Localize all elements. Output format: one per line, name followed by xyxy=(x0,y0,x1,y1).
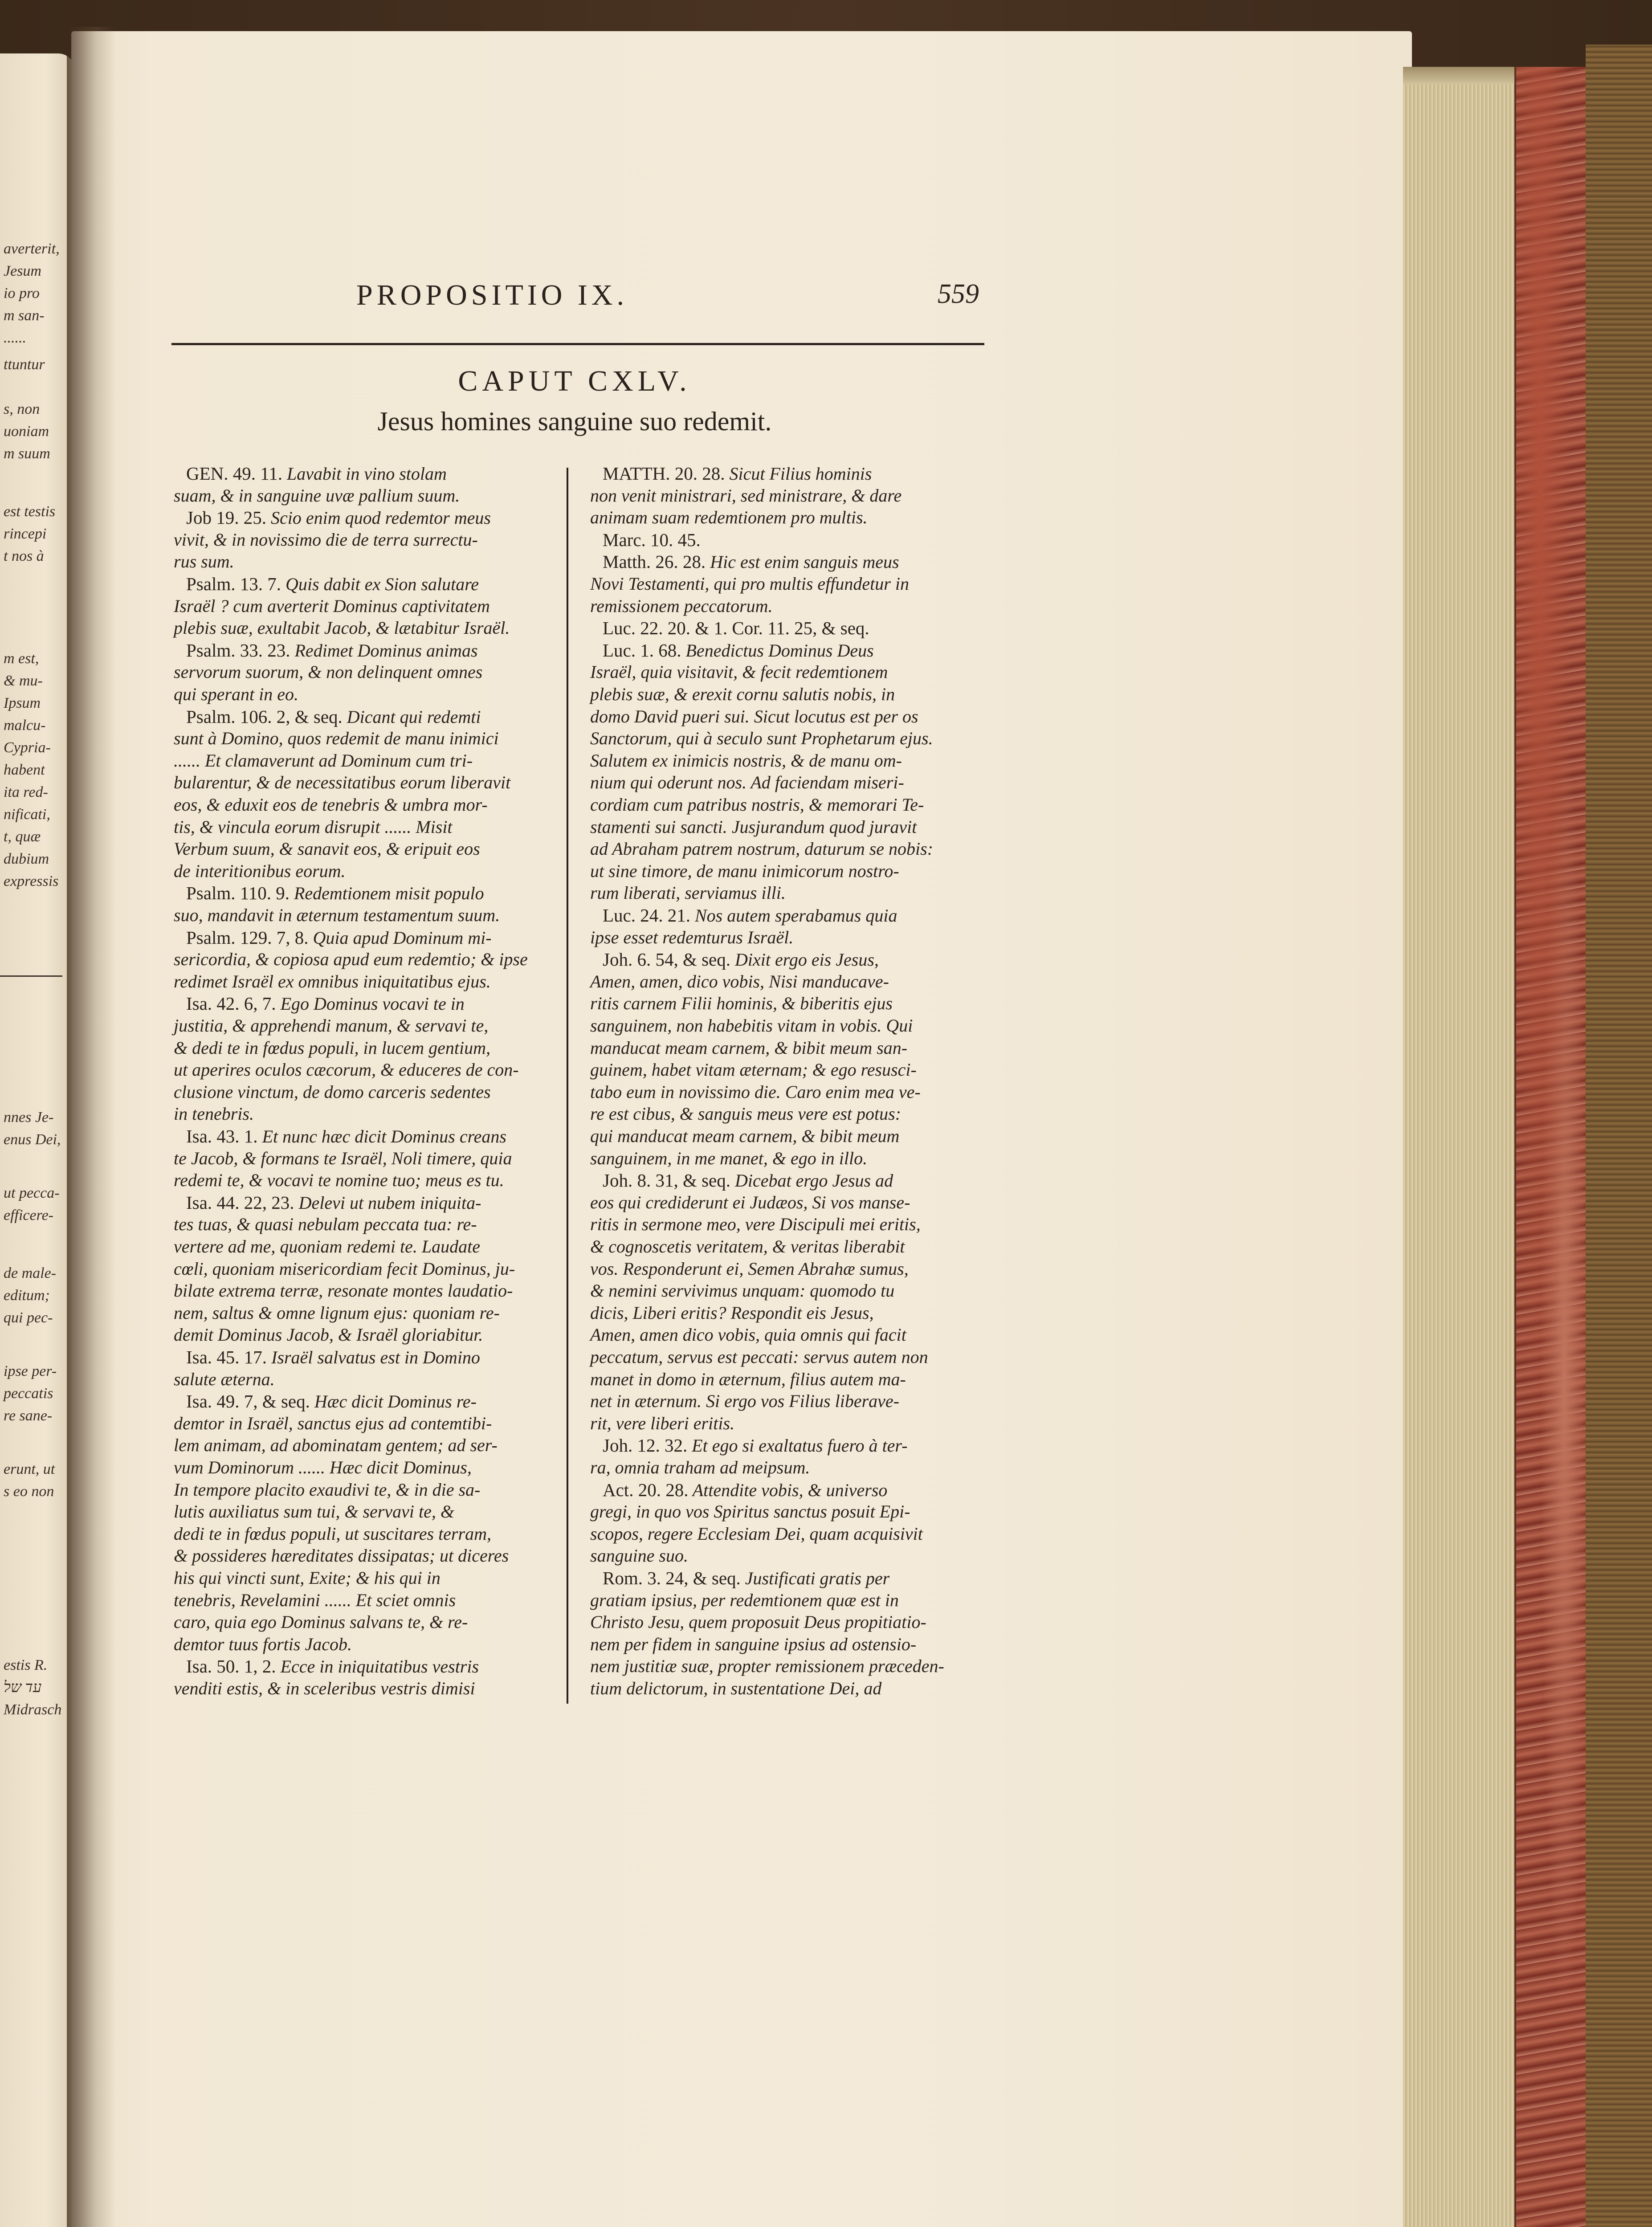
scripture-reference: Isa. 42. 6, 7. xyxy=(186,993,276,1014)
quotation-text: Redimet Dominus animas xyxy=(290,640,478,661)
scripture-reference: Isa. 49. 7, & seq. xyxy=(186,1391,310,1412)
quotation-text: animam suam redemtionem pro multis. xyxy=(590,507,868,528)
quotation-text: sanguine suo. xyxy=(590,1546,688,1566)
quotation-text: ut aperires oculos cæcorum, & educeres de con- xyxy=(174,1060,519,1080)
text-line xyxy=(590,1259,909,1279)
text-line xyxy=(590,662,888,682)
previous-page-text: uoniam xyxy=(4,423,49,440)
previous-page-text: nificati, xyxy=(4,806,50,823)
marbled-board xyxy=(1514,67,1596,2227)
quotation-text: eos qui crediderunt ei Judæos, Si vos manse- xyxy=(590,1192,910,1212)
quotation-text: rus sum. xyxy=(174,551,234,572)
quotation-text: bilate extrema terræ, resonate montes laudatio- xyxy=(174,1281,513,1301)
page-fore-edge xyxy=(1403,67,1523,2227)
previous-page-text: Ipsum xyxy=(4,695,41,711)
quotation-text: Christo Jesu, quem proposuit Deus propitiatio- xyxy=(590,1612,926,1632)
text-line xyxy=(590,1590,899,1611)
text-line xyxy=(590,1016,913,1036)
page-fore-edge-top xyxy=(1403,67,1523,85)
text-line xyxy=(603,1170,893,1191)
text-line xyxy=(174,596,490,616)
text-line xyxy=(174,1236,480,1257)
column-rule xyxy=(567,468,568,1704)
quotation-text: redemi te, & vocavi te nomine tuo; meus es tu. xyxy=(174,1170,504,1191)
quotation-text: net in æternum. Si ergo vos Filius liberave- xyxy=(590,1391,899,1411)
previous-page-text: qui pec- xyxy=(4,1309,53,1326)
scripture-reference: GEN. 49. 11. xyxy=(186,463,282,484)
text-line xyxy=(590,574,909,594)
previous-page-text: efficere- xyxy=(4,1207,53,1224)
text-line xyxy=(174,1568,441,1588)
text-line xyxy=(603,530,701,551)
previous-page-text: nnes Je- xyxy=(4,1109,54,1126)
scripture-reference: Marc. 10. 45. xyxy=(603,529,701,550)
previous-page-text: ut pecca- xyxy=(4,1185,60,1201)
scripture-reference: Isa. 44. 22, 23. xyxy=(186,1192,294,1213)
quotation-text: domo David pueri sui. Sicut locutus est per os xyxy=(590,706,918,726)
text-line xyxy=(174,1457,472,1478)
text-line xyxy=(174,839,480,859)
scripture-reference: Isa. 45. 17. xyxy=(186,1347,267,1367)
text-line xyxy=(174,1148,512,1169)
quotation-text: Dixit ergo eis Jesus, xyxy=(730,950,879,970)
text-line xyxy=(590,1082,921,1102)
text-line xyxy=(590,1126,899,1146)
quotation-text: bularentur, & de necessitatibus eorum liberavit xyxy=(174,772,511,793)
previous-page-text: ttuntur xyxy=(4,356,45,373)
previous-page-text: rincepi xyxy=(4,526,47,542)
quotation-text: redimet Israël ex omnibus iniquitatibus ejus. xyxy=(174,971,491,991)
previous-page-text: averterit, xyxy=(4,241,60,257)
header-rule xyxy=(171,343,984,345)
text-line xyxy=(174,817,453,837)
quotation-text: Benedictus Dominus Deus xyxy=(681,640,874,661)
quotation-text: guinem, habet vitam æternam; & ego resusci- xyxy=(590,1060,917,1080)
text-line xyxy=(186,1656,479,1677)
text-line xyxy=(186,1347,480,1368)
text-line xyxy=(186,640,478,661)
quotation-text: caro, quia ego Dominus salvans te, & re- xyxy=(174,1612,468,1632)
scripture-reference: Luc. 22. 20. & 1. Cor. 11. 25, & seq. xyxy=(603,618,869,639)
quotation-text: tes tuas, & quasi nebulam peccata tua: re- xyxy=(174,1214,477,1235)
quotation-text: his qui vincti sunt, Exite; & his qui in xyxy=(174,1568,441,1588)
text-line xyxy=(603,905,897,926)
text-line xyxy=(174,618,510,638)
text-line xyxy=(603,1568,889,1589)
text-line xyxy=(603,1480,887,1501)
text-line xyxy=(590,1214,921,1235)
scripture-reference: Psalm. 33. 23. xyxy=(186,640,290,661)
quotation-text: plebis suæ, & erexit cornu salutis nobis, in xyxy=(590,684,895,704)
quotation-text: ut sine timore, de manu inimicorum nostro- xyxy=(590,861,899,881)
text-line xyxy=(590,1236,905,1257)
previous-page-text: עד של xyxy=(4,1679,42,1696)
text-line xyxy=(590,706,918,727)
text-line xyxy=(603,949,879,970)
quotation-text: vos. Responderunt ei, Semen Abrahæ sumus, xyxy=(590,1258,909,1279)
text-line xyxy=(174,530,478,550)
quotation-text: clusione vinctum, de domo carceris sedentes xyxy=(174,1081,491,1102)
text-line xyxy=(590,883,786,903)
quotation-text: qui manducat meam carnem, & bibit meum xyxy=(590,1126,900,1146)
quotation-text: lutis auxiliatus sum tui, & servavi te, & xyxy=(174,1501,454,1522)
quotation-text: remissionem peccatorum. xyxy=(590,595,773,616)
scripture-reference: Job 19. 25. xyxy=(186,507,266,528)
gutter-shadow xyxy=(67,27,116,2227)
text-line xyxy=(174,1325,483,1345)
scripture-reference: Matth. 26. 28. xyxy=(603,551,706,572)
quotation-text: nem, saltus & omne lignum ejus: quoniam re- xyxy=(174,1302,500,1323)
previous-page-rule xyxy=(0,975,62,977)
text-line xyxy=(174,1170,504,1191)
quotation-text: sericordia, & copiosa apud eum redemtio; & ipse xyxy=(174,949,528,970)
quotation-text: dedi te in fœdus populi, ut suscitares terram, xyxy=(174,1523,491,1544)
text-line xyxy=(174,1016,488,1036)
text-line xyxy=(590,1656,944,1676)
quotation-text: servorum suorum, & non delinquent omnes xyxy=(174,662,483,682)
text-line xyxy=(603,640,874,661)
text-line xyxy=(186,507,491,528)
text-line xyxy=(174,662,482,682)
previous-page-text: ita red- xyxy=(4,784,48,800)
quotation-text: stamenti sui sancti. Jusjurandum quod juravit xyxy=(590,816,917,837)
quotation-text: Dicebat ergo Jesus ad xyxy=(730,1171,893,1191)
previous-page-text: estis R. xyxy=(4,1657,48,1673)
quotation-text: & nemini servivimus unquam: quomodo tu xyxy=(590,1281,895,1301)
scripture-reference: Psalm. 129. 7, 8. xyxy=(186,927,309,948)
text-line xyxy=(590,1391,899,1411)
quotation-text: Ecce in iniquitatibus vestris xyxy=(276,1656,479,1677)
previous-page-text: t nos à xyxy=(4,548,44,564)
scripture-reference: Act. 20. 28. xyxy=(603,1479,689,1500)
quotation-text: qui sperant in eo. xyxy=(174,684,298,704)
text-line xyxy=(590,795,924,815)
quotation-text: rit, vere liberi eritis. xyxy=(590,1413,735,1433)
quotation-text: vum Dominorum ...... Hæc dicit Dominus, xyxy=(174,1457,472,1477)
scripture-reference: Psalm. 110. 9. xyxy=(186,883,290,904)
quotation-text: Scio enim quod redemtor meus xyxy=(266,508,491,528)
quotation-text: ritis in sermone meo, vere Discipuli mei eritis, xyxy=(590,1214,921,1235)
text-line xyxy=(174,1612,468,1632)
previous-page-text: ...... xyxy=(4,330,26,346)
quotation-text: Amen, amen, dico vobis, Nisi manducave- xyxy=(590,971,889,991)
quotation-text: gregi, in quo vos Spiritus sanctus posuit Epi- xyxy=(590,1501,910,1522)
quotation-text: Dicant qui redemti xyxy=(342,706,481,727)
scripture-reference: Joh. 12. 32. xyxy=(603,1435,688,1456)
text-line xyxy=(590,1612,926,1632)
quotation-text: & dedi te in fœdus populi, in lucem gentium, xyxy=(174,1037,491,1058)
scripture-reference: Rom. 3. 24, & seq. xyxy=(603,1568,741,1588)
text-line xyxy=(174,728,499,749)
quotation-text: eos, & eduxit eos de tenebris & umbra mor- xyxy=(174,795,488,815)
text-line xyxy=(174,551,234,572)
previous-page-text: ipse per- xyxy=(4,1363,57,1379)
text-line xyxy=(174,949,528,970)
quotation-text: Redemtionem misit populo xyxy=(289,883,484,904)
quotation-text: plebis suæ, exultabit Jacob, & lætabitur Israël. xyxy=(174,618,510,638)
quotation-text: & possideres hæreditates dissipatas; ut diceres xyxy=(174,1546,509,1566)
scripture-reference: Isa. 50. 1, 2. xyxy=(186,1656,276,1677)
text-line xyxy=(174,1281,513,1301)
quotation-text: Salutem ex inimicis nostris, & de manu om- xyxy=(590,750,902,771)
previous-page xyxy=(0,53,76,2227)
quotation-text: cœli, quoniam misericordiam fecit Dominus, ju- xyxy=(174,1258,515,1279)
page-number: 559 xyxy=(938,279,979,309)
quotation-text: tium delictorum, in sustentatione Dei, ad xyxy=(590,1678,882,1698)
quotation-text: ad Abraham patrem nostrum, daturum se nobis: xyxy=(590,839,934,859)
quotation-text: sanguinem, in me manet, & ego in illo. xyxy=(590,1148,868,1168)
quotation-text: Justificati gratis per xyxy=(740,1568,890,1588)
previous-page-text: m san- xyxy=(4,307,45,324)
text-line xyxy=(590,1369,906,1390)
chapter-subtitle: Jesus homines sanguine suo redemit. xyxy=(377,407,772,436)
text-line xyxy=(590,1546,688,1566)
text-line xyxy=(174,1480,480,1500)
quotation-text: nem per fidem in sanguine ipsius ad ostensio- xyxy=(590,1634,917,1654)
scripture-reference: Psalm. 106. 2, & seq. xyxy=(186,706,343,727)
text-line xyxy=(174,1214,477,1235)
quotation-text: Israël ? cum averterit Dominus captivitatem xyxy=(174,595,490,616)
quotation-text: sanguinem, non habebitis vitam in vobis. Qui xyxy=(590,1016,913,1036)
previous-page-text: s eo non xyxy=(4,1483,54,1500)
text-line xyxy=(590,507,868,528)
quotation-text: sunt à Domino, quos redemit de manu inimici xyxy=(174,728,499,749)
quotation-text: Ego Dominus vocavi te in xyxy=(276,994,465,1014)
quotation-text: gratiam ipsius, per redemtionem quæ est in xyxy=(590,1590,899,1610)
text-line xyxy=(590,839,933,859)
text-line xyxy=(186,883,484,904)
previous-page-text: erunt, ut xyxy=(4,1461,55,1477)
previous-page-text: t, quæ xyxy=(4,828,41,845)
text-line xyxy=(590,971,889,992)
quotation-text: rum liberati, serviamus illi. xyxy=(590,883,786,903)
text-line xyxy=(174,1634,352,1655)
text-line xyxy=(590,1281,894,1301)
quotation-text: manducat meam carnem, & bibit meum san- xyxy=(590,1037,908,1058)
text-line xyxy=(186,706,481,727)
text-line xyxy=(590,684,895,705)
quotation-text: Sanctorum, qui à seculo sunt Prophetarum ejus. xyxy=(590,728,933,749)
text-line xyxy=(186,574,479,595)
quotation-text: Amen, amen dico vobis, quia omnis qui facit xyxy=(590,1325,906,1345)
quotation-text: vertere ad me, quoniam redemi te. Laudate xyxy=(174,1236,480,1256)
text-line xyxy=(590,1192,910,1213)
text-line xyxy=(603,1435,908,1456)
previous-page-text: de male- xyxy=(4,1265,57,1281)
quotation-text: Hic est enim sanguis meus xyxy=(706,552,899,572)
text-line xyxy=(186,463,447,484)
text-line xyxy=(174,971,491,992)
quotation-text: cordiam cum patribus nostris, & memorari Te- xyxy=(590,795,924,815)
quotation-text: venditi estis, & in sceleribus vestris dimisi xyxy=(174,1678,475,1698)
quotation-text: Et nunc hæc dicit Dominus creans xyxy=(257,1126,506,1146)
quotation-text: peccatum, servus est peccati: servus autem non xyxy=(590,1347,928,1367)
quotation-text: Israël salvatus est in Domino xyxy=(267,1347,480,1367)
text-line xyxy=(590,1413,734,1434)
text-line xyxy=(590,1347,928,1367)
text-line xyxy=(603,551,899,572)
quotation-text: demtor tuus fortis Jacob. xyxy=(174,1634,352,1654)
text-line xyxy=(174,485,460,506)
quotation-text: scopos, regere Ecclesiam Dei, quam acquisivit xyxy=(590,1523,923,1544)
previous-page-text: dubium xyxy=(4,851,49,867)
quotation-text: tenebris, Revelamini ...... Et sciet omnis xyxy=(174,1590,456,1610)
text-line xyxy=(590,1457,810,1478)
chapter-title: CAPUT CXLV. xyxy=(458,365,691,397)
quotation-text: de interitionibus eorum. xyxy=(174,861,346,881)
text-line xyxy=(174,1590,456,1611)
gilt-spine-edge xyxy=(1586,45,1652,2227)
text-line xyxy=(186,1192,481,1213)
quotation-text: ritis carnem Filii hominis, & biberitis ejus xyxy=(590,993,893,1014)
text-line xyxy=(603,618,869,639)
text-line xyxy=(174,1413,492,1434)
quotation-text: Sicut Filius hominis xyxy=(725,464,872,484)
text-line xyxy=(174,1060,519,1080)
text-line xyxy=(590,861,899,881)
quotation-text: demtor in Israël, sanctus ejus ad contemtibi- xyxy=(174,1413,492,1433)
quotation-text: In tempore placito exaudivi te, & in die sa- xyxy=(174,1479,481,1500)
scripture-reference: Isa. 43. 1. xyxy=(186,1126,258,1146)
quotation-text: Israël, quia visitavit, & fecit redemtionem xyxy=(590,662,888,682)
text-line xyxy=(590,1524,923,1544)
text-line xyxy=(174,684,298,705)
scripture-reference: Luc. 1. 68. xyxy=(603,640,681,661)
quotation-text: suam, & in sanguine uvæ pallium suum. xyxy=(174,485,460,506)
quotation-text: Quis dabit ex Sion salutare xyxy=(281,574,479,594)
previous-page-text: habent xyxy=(4,762,45,778)
quotation-text: tis, & vincula eorum disrupit ...... Misit xyxy=(174,816,453,837)
quotation-text: ipse esset redemturus Israël. xyxy=(590,927,794,947)
quotation-text: ...... Et clamaverunt ad Dominum cum tri- xyxy=(174,750,473,771)
quotation-text: & cognoscetis veritatem, & veritas liberabit xyxy=(590,1236,905,1256)
text-line xyxy=(590,927,793,948)
text-line xyxy=(174,1435,498,1456)
previous-page-text: Midrasch xyxy=(4,1701,62,1718)
text-line xyxy=(590,1038,907,1058)
quotation-text: Hæc dicit Dominus re- xyxy=(310,1391,477,1412)
text-line xyxy=(590,1501,910,1522)
text-line xyxy=(174,1303,500,1323)
text-line xyxy=(590,817,917,837)
quotation-text: lem animam, ad abominatam gentem; ad ser- xyxy=(174,1435,498,1456)
text-line xyxy=(174,750,473,771)
text-line xyxy=(590,596,773,616)
quotation-text: Quia apud Dominum mi- xyxy=(308,927,492,948)
quotation-text: suo, mandavit in æternum testamentum suum. xyxy=(174,905,500,925)
scripture-reference: Luc. 24. 21. xyxy=(603,905,690,926)
scripture-reference: Joh. 8. 31, & seq. xyxy=(603,1170,730,1191)
text-line xyxy=(174,1104,254,1124)
previous-page-text: peccatis xyxy=(4,1385,53,1402)
text-line xyxy=(590,485,901,506)
quotation-text: Verbum suum, & sanavit eos, & eripuit eos xyxy=(174,839,480,859)
text-line xyxy=(590,1303,874,1323)
text-line xyxy=(603,463,872,484)
previous-page-text: m suum xyxy=(4,445,50,462)
text-line xyxy=(590,1060,917,1080)
quotation-text: Novi Testamenti, qui pro multis effundetur in xyxy=(590,574,909,594)
quotation-text: justitia, & apprehendi manum, & servavi te, xyxy=(174,1016,489,1036)
quotation-text: dicis, Liberi eritis? Respondit eis Jesus, xyxy=(590,1302,874,1323)
quotation-text: tabo eum in novissimo die. Caro enim mea ve- xyxy=(590,1081,921,1102)
scripture-reference: Joh. 6. 54, & seq. xyxy=(603,949,730,970)
text-line xyxy=(174,1082,491,1102)
previous-page-text: s, non xyxy=(4,401,40,417)
quotation-text: nium qui oderunt nos. Ad faciendam miseri- xyxy=(590,772,904,793)
quotation-text: te Jacob, & formans te Israël, Noli timere, quia xyxy=(174,1148,512,1168)
previous-page-text: expressis xyxy=(4,873,59,889)
text-line xyxy=(186,1391,477,1412)
previous-page-text: est testis xyxy=(4,503,56,520)
quotation-text: Et ego si exaltatus fuero à ter- xyxy=(687,1436,908,1456)
text-line xyxy=(174,1501,454,1522)
quotation-text: vivit, & in novissimo die de terra surrectu- xyxy=(174,529,478,550)
previous-page-text: & mu- xyxy=(4,673,43,689)
quotation-text: non venit ministrari, sed ministrare, & dare xyxy=(590,485,902,506)
text-line xyxy=(590,1678,881,1699)
text-line xyxy=(186,927,492,948)
quotation-text: Attendite vobis, & universo xyxy=(688,1480,888,1500)
scripture-reference: MATTH. 20. 28. xyxy=(603,463,725,484)
quotation-text: Nos autem sperabamus quia xyxy=(690,905,897,926)
text-line xyxy=(590,993,893,1014)
text-line xyxy=(590,1634,916,1655)
previous-page-text: re sane- xyxy=(4,1407,53,1424)
quotation-text: nem justitiæ suæ, propter remissionem præceden- xyxy=(590,1656,944,1676)
quotation-text: demit Dominus Jacob, & Israël gloriabitur. xyxy=(174,1325,483,1345)
text-line xyxy=(174,1524,491,1544)
scripture-reference: Psalm. 13. 7. xyxy=(186,574,281,594)
text-line xyxy=(174,795,488,815)
text-line xyxy=(186,1126,506,1147)
text-line xyxy=(590,1148,867,1169)
quotation-text: re est cibus, & sanguis meus vere est potus: xyxy=(590,1104,901,1124)
previous-page-text: Cypria- xyxy=(4,739,51,756)
text-line xyxy=(174,772,510,793)
previous-page-text: malcu- xyxy=(4,717,46,734)
quotation-text: Delevi ut nubem iniquita- xyxy=(294,1192,481,1213)
text-line xyxy=(174,861,346,881)
quotation-text: Lavabit in vino stolam xyxy=(282,464,447,484)
text-line xyxy=(174,1038,490,1058)
quotation-text: manet in domo in æternum, filius autem ma- xyxy=(590,1369,906,1389)
text-line xyxy=(186,993,465,1014)
quotation-text: ra, omnia traham ad meipsum. xyxy=(590,1457,810,1477)
text-line xyxy=(174,1259,515,1279)
previous-page-text: editum; xyxy=(4,1287,50,1304)
quotation-text: salute æterna. xyxy=(174,1369,275,1389)
previous-page-text: Jesum xyxy=(4,263,41,279)
running-head: PROPOSITIO IX. xyxy=(356,279,628,311)
text-line xyxy=(590,1325,906,1345)
text-line xyxy=(174,1369,275,1390)
previous-page-text: io pro xyxy=(4,285,40,302)
text-line xyxy=(590,1104,901,1124)
text-line xyxy=(590,750,902,771)
text-line xyxy=(174,1546,509,1566)
text-line xyxy=(590,728,933,749)
quotation-text: in tenebris. xyxy=(174,1104,254,1124)
text-line xyxy=(174,1678,475,1699)
previous-page-text: enus Dei, xyxy=(4,1131,61,1148)
previous-page-text: m est, xyxy=(4,650,39,667)
text-line xyxy=(590,772,904,793)
text-line xyxy=(174,905,500,926)
